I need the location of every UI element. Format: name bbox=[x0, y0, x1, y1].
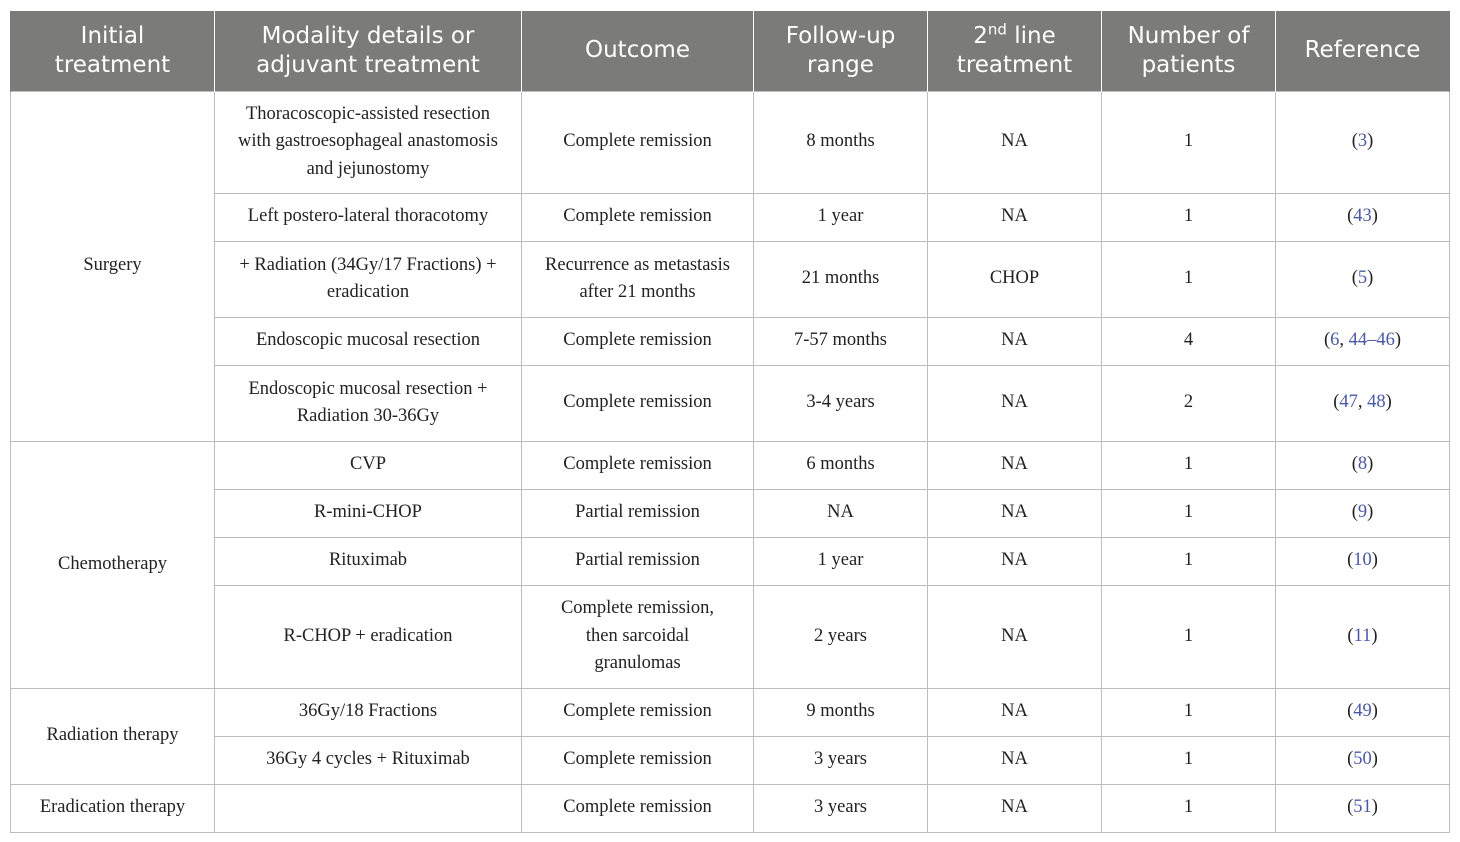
reference-link[interactable]: 48 bbox=[1367, 392, 1386, 413]
table-row bbox=[11, 241, 1450, 317]
cell-second-line: NA bbox=[928, 784, 1102, 832]
reference-link[interactable]: 50 bbox=[1353, 749, 1372, 770]
reference-link[interactable]: 49 bbox=[1353, 701, 1372, 722]
reference-link[interactable]: 11 bbox=[1353, 625, 1372, 646]
cell-second-line: NA bbox=[928, 317, 1102, 365]
group-radiation-therapy: Radiation therapy bbox=[11, 688, 215, 784]
cell-followup: 1 year bbox=[754, 193, 928, 241]
cell-modality: R-mini-CHOP bbox=[215, 489, 522, 537]
cell-followup: 1 year bbox=[754, 537, 928, 585]
cell-modality: Left postero-lateral thoracotomy bbox=[215, 193, 522, 241]
reference-link[interactable]: 6 bbox=[1330, 330, 1340, 351]
cell-second-line: NA bbox=[928, 91, 1102, 193]
cell-patients: 1 bbox=[1102, 489, 1276, 537]
cell-followup: 21 months bbox=[754, 241, 928, 317]
header-modality: Modality details or adjuvant treatment bbox=[215, 11, 522, 91]
table-row bbox=[11, 193, 1450, 241]
cell-followup: 6 months bbox=[754, 441, 928, 489]
cell-modality: Endoscopic mucosal resection + Radiation 30-36Gy bbox=[215, 365, 522, 441]
cell-outcome: Complete remission, then sarcoidal granulomas bbox=[522, 585, 754, 688]
cell-second-line: NA bbox=[928, 688, 1102, 736]
cell-reference: (49) bbox=[1276, 688, 1450, 736]
cell-modality: + Radiation (34Gy/17 Fractions) + eradication bbox=[215, 241, 522, 317]
reference-link[interactable]: 51 bbox=[1353, 797, 1372, 818]
table-row bbox=[11, 784, 1450, 832]
cell-second-line: NA bbox=[928, 365, 1102, 441]
cell-second-line: NA bbox=[928, 489, 1102, 537]
cell-followup: NA bbox=[754, 489, 928, 537]
cell-modality: 36Gy/18 Fractions bbox=[215, 688, 522, 736]
cell-modality: Rituximab bbox=[215, 537, 522, 585]
cell-followup: 3 years bbox=[754, 784, 928, 832]
cell-modality: Endoscopic mucosal resection bbox=[215, 317, 522, 365]
cell-outcome: Complete remission bbox=[522, 365, 754, 441]
header-followup: Follow-up range bbox=[754, 11, 928, 91]
cell-reference: (8) bbox=[1276, 441, 1450, 489]
reference-link[interactable]: 8 bbox=[1357, 454, 1368, 475]
header-row bbox=[11, 11, 1450, 91]
cell-second-line: CHOP bbox=[928, 241, 1102, 317]
cell-reference: (9) bbox=[1276, 489, 1450, 537]
cell-modality: CVP bbox=[215, 441, 522, 489]
cell-outcome: Complete remission bbox=[522, 784, 754, 832]
cell-reference: (43) bbox=[1276, 193, 1450, 241]
cell-reference: (6, 44–46) bbox=[1276, 317, 1450, 365]
cell-reference: (3) bbox=[1276, 91, 1450, 193]
cell-followup: 7-57 months bbox=[754, 317, 928, 365]
table-row bbox=[11, 736, 1450, 784]
cell-patients: 1 bbox=[1102, 688, 1276, 736]
cell-reference: (10) bbox=[1276, 537, 1450, 585]
table-row bbox=[11, 688, 1450, 736]
header-patients: Number of patients bbox=[1102, 11, 1276, 91]
cell-patients: 1 bbox=[1102, 537, 1276, 585]
reference-link[interactable]: 44–46 bbox=[1348, 330, 1395, 351]
header-reference: Reference bbox=[1276, 11, 1450, 91]
cell-outcome: Recurrence as metastasis after 21 months bbox=[522, 241, 754, 317]
reference-link[interactable]: 9 bbox=[1357, 502, 1368, 523]
cell-patients: 1 bbox=[1102, 91, 1276, 193]
table-row bbox=[11, 365, 1450, 441]
cell-patients: 1 bbox=[1102, 784, 1276, 832]
cell-modality: Thoracoscopic-assisted resection with gastroesophageal anastomosis and jejunostomy bbox=[215, 91, 522, 193]
cell-second-line: NA bbox=[928, 537, 1102, 585]
group-surgery: Surgery bbox=[11, 91, 215, 441]
group-chemotherapy: Chemotherapy bbox=[11, 441, 215, 688]
cell-outcome: Partial remission bbox=[522, 537, 754, 585]
cell-patients: 2 bbox=[1102, 365, 1276, 441]
reference-link[interactable]: 47 bbox=[1339, 392, 1358, 413]
cell-patients: 1 bbox=[1102, 193, 1276, 241]
cell-outcome: Complete remission bbox=[522, 736, 754, 784]
header-initial-treatment: Initial treatment bbox=[11, 11, 215, 91]
table-row bbox=[11, 91, 1450, 193]
cell-patients: 1 bbox=[1102, 585, 1276, 688]
treatment-table bbox=[10, 11, 1450, 833]
cell-second-line: NA bbox=[928, 193, 1102, 241]
cell-reference: (47, 48) bbox=[1276, 365, 1450, 441]
header-outcome: Outcome bbox=[522, 11, 754, 91]
table-row bbox=[11, 489, 1450, 537]
cell-modality bbox=[215, 784, 522, 832]
cell-patients: 1 bbox=[1102, 736, 1276, 784]
cell-outcome: Complete remission bbox=[522, 91, 754, 193]
table-row bbox=[11, 537, 1450, 585]
cell-patients: 4 bbox=[1102, 317, 1276, 365]
cell-followup: 3 years bbox=[754, 736, 928, 784]
cell-second-line: NA bbox=[928, 441, 1102, 489]
table-row bbox=[11, 441, 1450, 489]
table-row bbox=[11, 585, 1450, 688]
cell-modality: R-CHOP + eradication bbox=[215, 585, 522, 688]
cell-second-line: NA bbox=[928, 585, 1102, 688]
cell-reference: (11) bbox=[1276, 585, 1450, 688]
reference-link[interactable]: 43 bbox=[1353, 206, 1372, 227]
cell-reference: (51) bbox=[1276, 784, 1450, 832]
reference-link[interactable]: 10 bbox=[1353, 550, 1372, 571]
group-eradication-therapy: Eradication therapy bbox=[11, 784, 215, 832]
cell-patients: 1 bbox=[1102, 441, 1276, 489]
cell-modality: 36Gy 4 cycles + Rituximab bbox=[215, 736, 522, 784]
reference-link[interactable]: 5 bbox=[1357, 268, 1368, 289]
cell-outcome: Complete remission bbox=[522, 688, 754, 736]
cell-followup: 9 months bbox=[754, 688, 928, 736]
header-second-line: 2nd line treatment bbox=[928, 11, 1102, 91]
cell-outcome: Partial remission bbox=[522, 489, 754, 537]
cell-followup: 3-4 years bbox=[754, 365, 928, 441]
reference-link[interactable]: 3 bbox=[1357, 131, 1368, 152]
cell-patients: 1 bbox=[1102, 241, 1276, 317]
cell-outcome: Complete remission bbox=[522, 317, 754, 365]
cell-outcome: Complete remission bbox=[522, 441, 754, 489]
cell-second-line: NA bbox=[928, 736, 1102, 784]
cell-followup: 2 years bbox=[754, 585, 928, 688]
table-row bbox=[11, 317, 1450, 365]
cell-outcome: Complete remission bbox=[522, 193, 754, 241]
cell-followup: 8 months bbox=[754, 91, 928, 193]
cell-reference: (5) bbox=[1276, 241, 1450, 317]
cell-reference: (50) bbox=[1276, 736, 1450, 784]
